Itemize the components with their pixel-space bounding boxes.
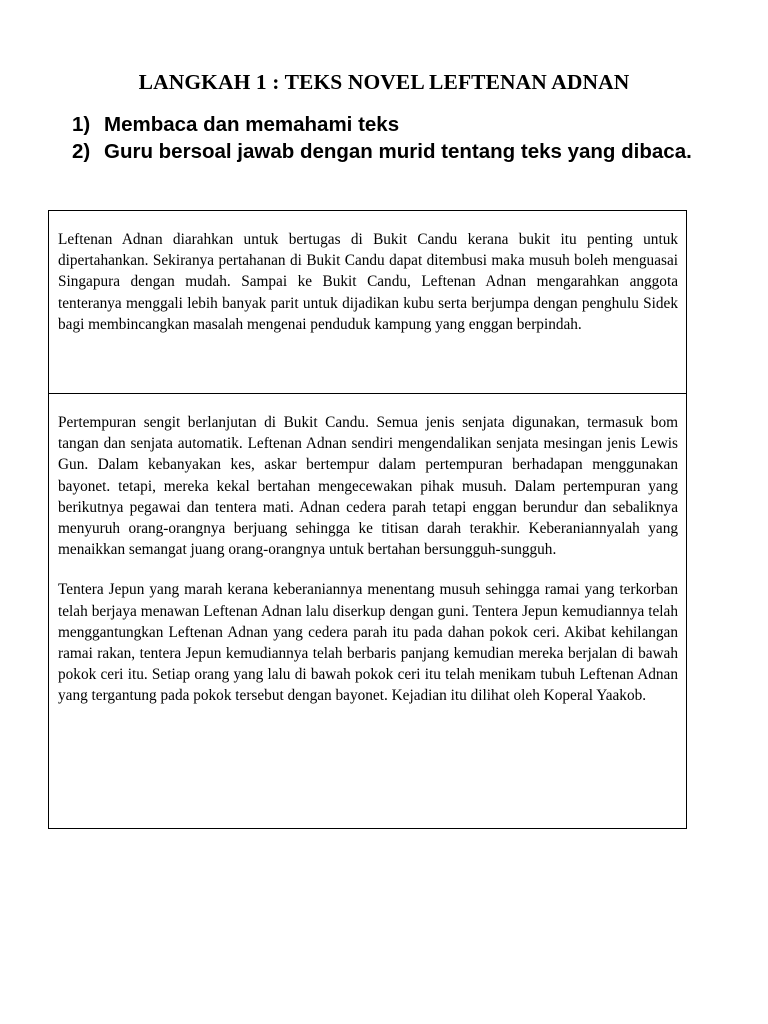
- passage-box-2: [48, 393, 687, 829]
- step-item-1: [72, 111, 714, 138]
- passage-paragraph-2: Pertempuran sengit berlanjutan di Bukit Candu. Semua jenis senjata digunakan, termasuk bom tangan dan senjata automatik. Leftenan Adnan sendiri mengendalikan senjata mesingan jenis Lewis Gun. Dalam kebanyakan kes, askar bertempur dalam pertempuran berhadapan menggunakan bayonet. tetapi, mereka kekal bertahan mengecewakan pihak musuh. Dalam pertempuran yang berikutnya pegawai dan tentera mati. Adnan cedera parah tetapi enggan berundur dan sebaliknya menyuruh orang-orangnya berjuang sehingga ke titisan darah terakhir. Keberaniannyalah yang menaikkan semangat juang orang-orangnya untuk bertahan bersungguh-sungguh.: [58, 414, 678, 559]
- step-number: 2): [72, 140, 91, 163]
- page-title: LANGKAH 1 : TEKS NOVEL LEFTENAN ADNAN: [138, 70, 630, 94]
- step-list: [72, 111, 714, 165]
- step-number: 1): [72, 113, 91, 136]
- passage-paragraph-3: Tentera Jepun yang marah kerana keberaniannya menentang musuh sehingga ramai yang terkorban telah berjaya menawan Leftenan Adnan lalu diserkup dengan guni. Tentera Jepun kemudiannya telah menggantungkan Leftenan Adnan yang cedera parah itu pada dahan pokok ceri. Akibat kehilangan ramai rakan, tentera Jepun kemudiannya telah berbaris panjang kemudian mereka berjalan di bawah pokok ceri itu. Setiap orang yang lalu di bawah pokok ceri itu telah menikam tubuh Leftenan Adnan yang tergantung pada pokok tersebut dengan bayonet. Kejadian itu dilihat oleh Koperal Yaakob.: [58, 581, 678, 705]
- step-text: Membaca dan memahami teks: [104, 113, 400, 136]
- step-text: Guru bersoal jawab dengan murid tentang teks yang dibaca.: [104, 140, 692, 163]
- step-item-2: [72, 138, 714, 165]
- passage-box-1: [48, 210, 687, 394]
- passage-paragraph-1: Leftenan Adnan diarahkan untuk bertugas di Bukit Candu kerana bukit itu penting untuk dipertahankan. Sekiranya pertahanan di Bukit Candu dapat ditembusi maka musuh boleh menguasai Singapura dengan mudah. Sampai ke Bukit Candu, Leftenan Adnan mengarahkan anggota tenteranya menggali lebih banyak parit untuk dijadikan kubu serta berjumpa dengan penghulu Sidek bagi membincangkan masalah mengenai penduduk kampung yang enggan berpindah.: [58, 231, 678, 333]
